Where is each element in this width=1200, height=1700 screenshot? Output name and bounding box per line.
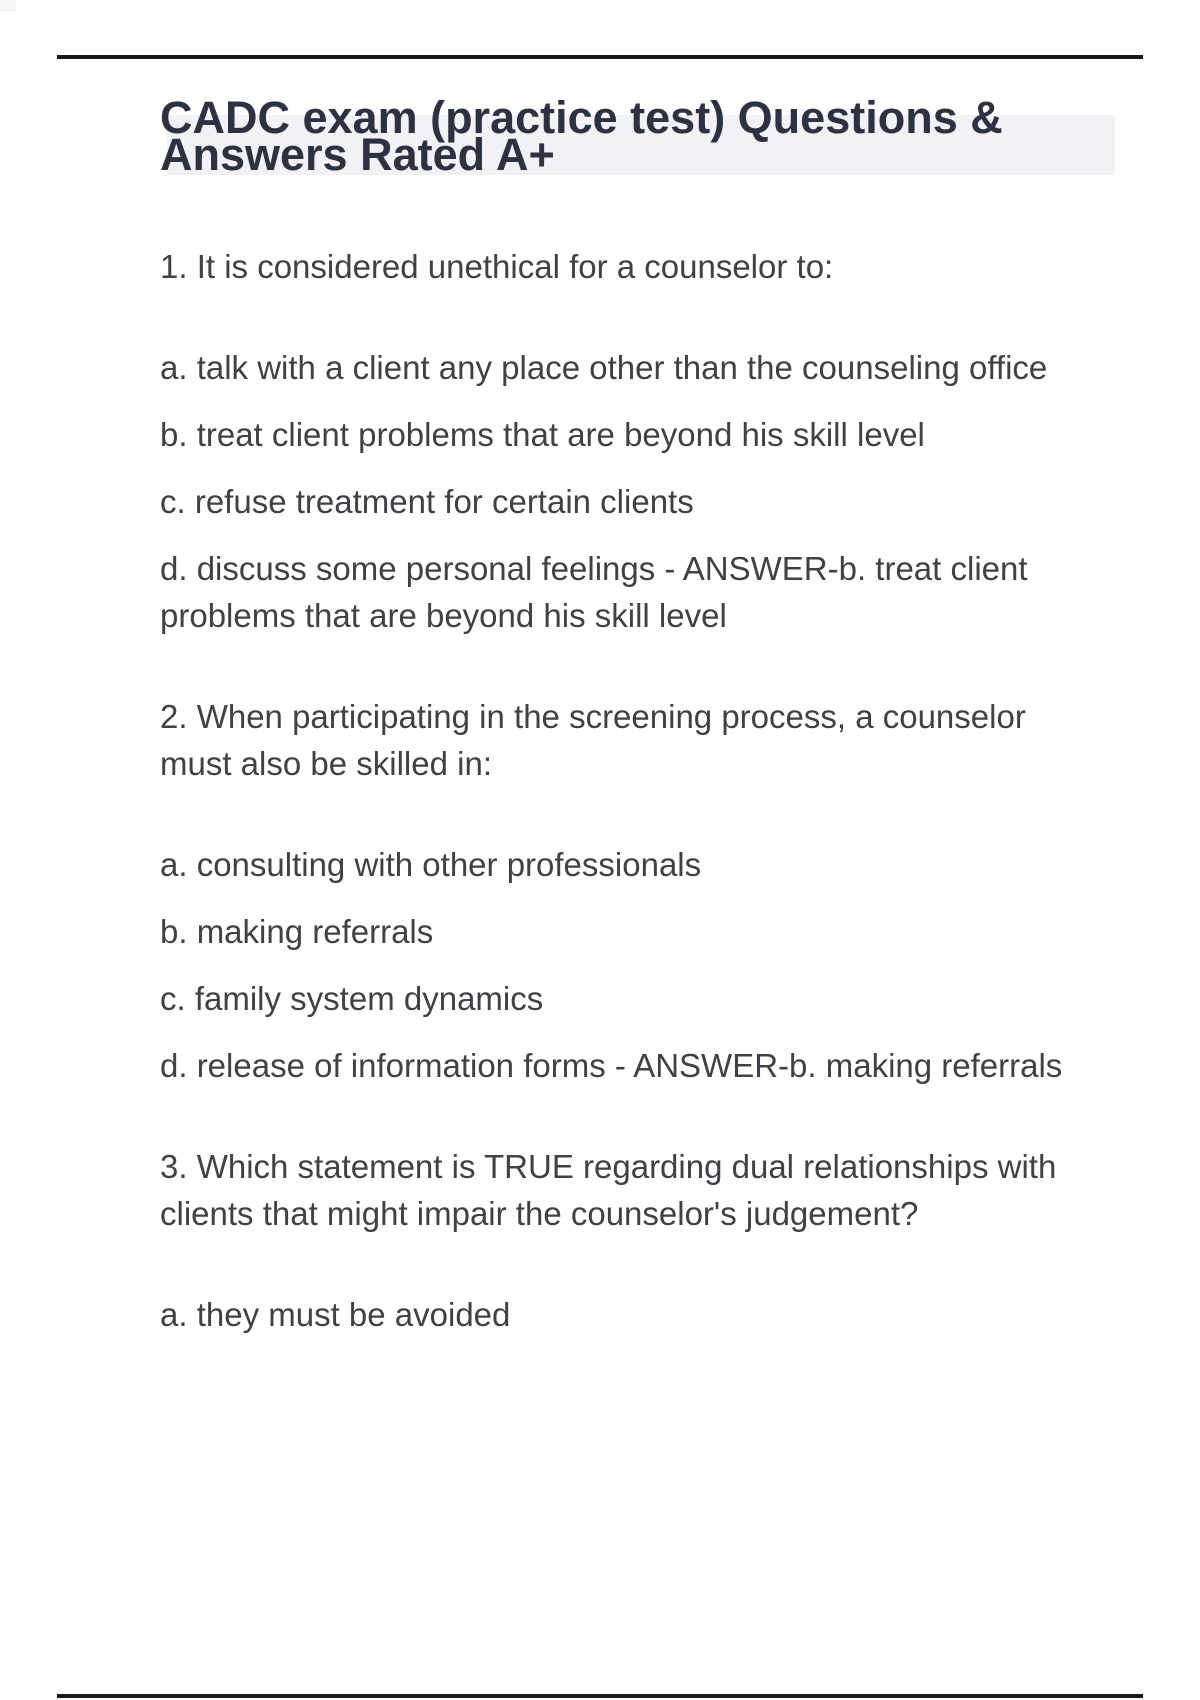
bottom-rule — [57, 1694, 1143, 1698]
question-1-option-c: c. refuse treatment for certain clients — [160, 483, 694, 520]
question-1-option-b: b. treat client problems that are beyond his skill level — [160, 416, 925, 453]
question-2-option-b: b. making referrals — [160, 913, 434, 950]
question-1-option-a: a. talk with a client any place other than the counseling office — [160, 349, 1048, 386]
question-3-text: 3. Which statement is TRUE regarding dual relationships with clients that might impair the counselor's judgement? — [160, 1148, 1057, 1232]
question-1-option-d-with-answer: d. discuss some personal feelings - ANSWER-b. treat client problems that are beyond his skill level — [160, 550, 1028, 634]
question-3-option-a: a. they must be avoided — [160, 1296, 511, 1333]
question-2-option-d-with-answer: d. release of information forms - ANSWER-b. making referrals — [160, 1047, 1063, 1084]
corner-artifact — [0, 0, 16, 12]
question-1-text: 1. It is considered unethical for a counselor to: — [160, 248, 834, 285]
document-content — [160, 0, 1105, 1358]
question-2-option-c: c. family system dynamics — [160, 980, 544, 1017]
page-title: CADC exam (practice test) Questions & Answers Rated A+ — [160, 92, 1003, 180]
question-2-option-a: a. consulting with other professionals — [160, 846, 702, 883]
title-block — [160, 92, 1120, 180]
question-2-text: 2. When participating in the screening process, a counselor must also be skilled in: — [160, 698, 1026, 782]
